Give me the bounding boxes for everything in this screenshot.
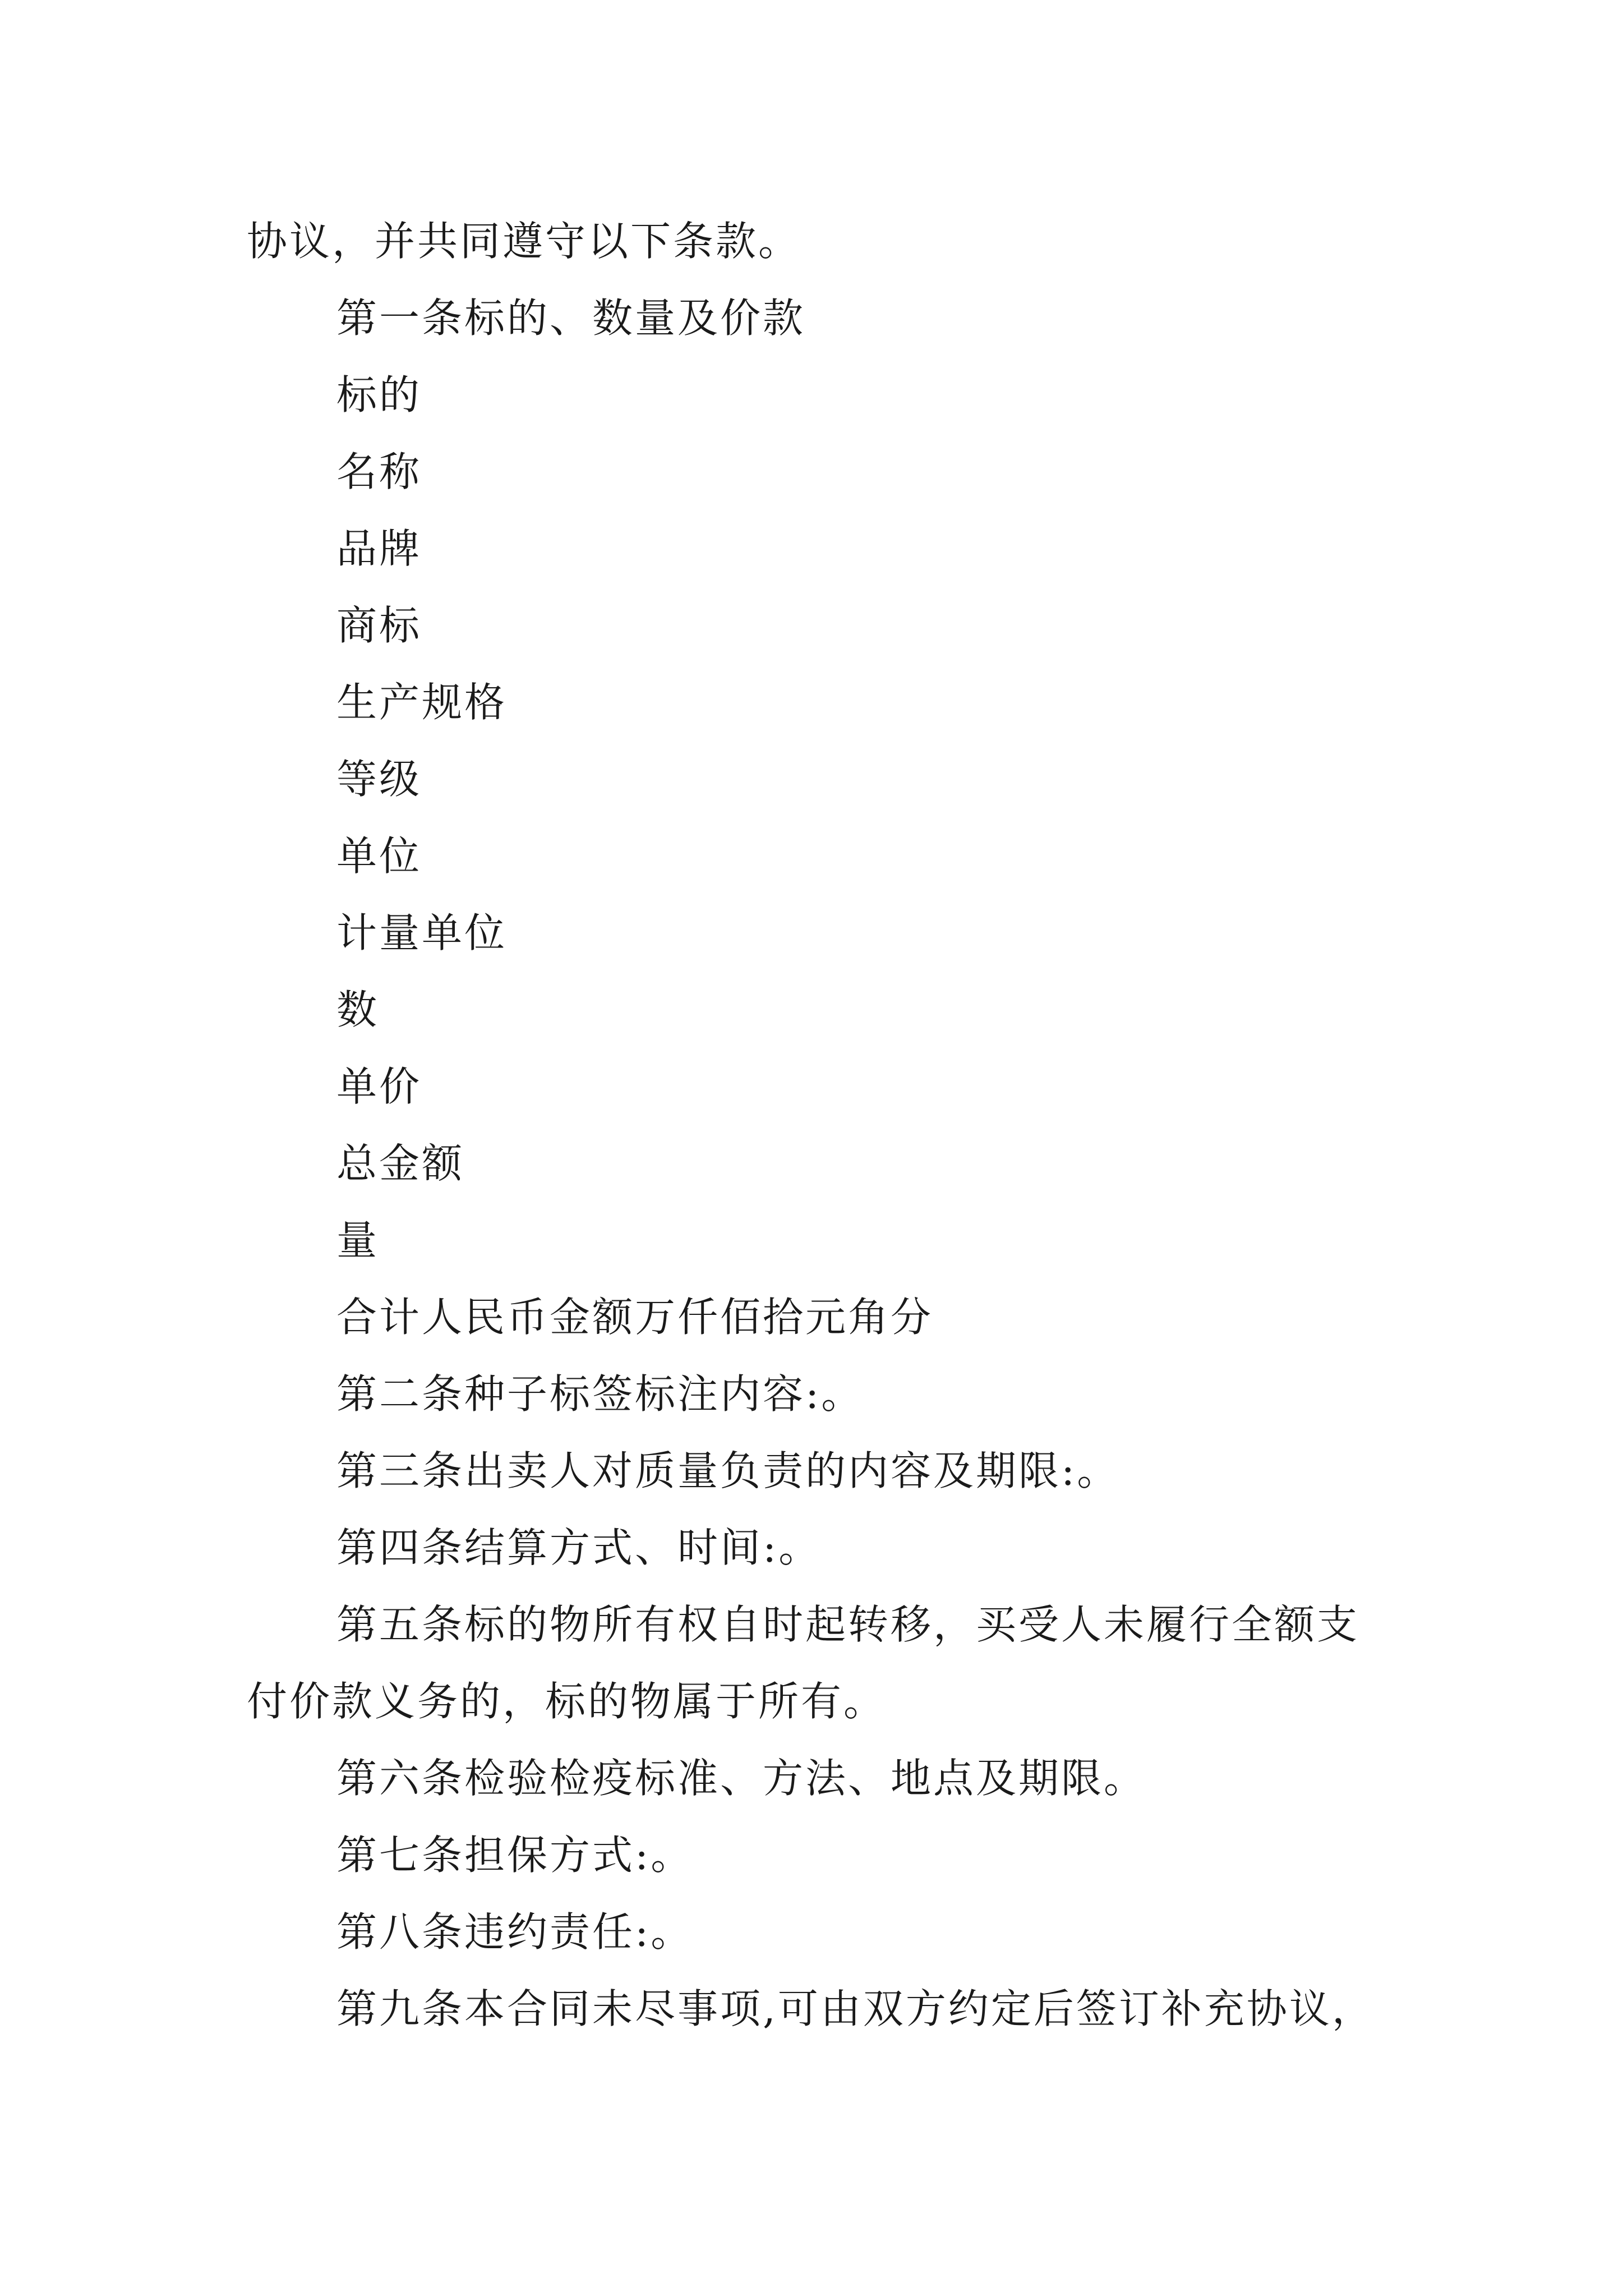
text-line: 量 bbox=[336, 1217, 380, 1264]
text-line: 第四条结算方式、时间:。 bbox=[336, 1524, 822, 1571]
text-line: 生产规格 bbox=[336, 679, 508, 726]
text-line: 品牌 bbox=[336, 525, 422, 572]
text-line: 第八条违约责任:。 bbox=[336, 1908, 694, 1955]
text-line: 单位 bbox=[336, 832, 422, 880]
text-line: 合计人民币金额万仟佰拾元角分 bbox=[336, 1294, 934, 1341]
text-line: 第六条检验检疫标准、方法、地点及期限。 bbox=[336, 1755, 1147, 1802]
text-line: 数 bbox=[336, 986, 380, 1033]
text-line: 商标 bbox=[336, 602, 422, 649]
text-line: 等级 bbox=[336, 756, 422, 803]
text-line: 计量单位 bbox=[336, 909, 508, 956]
text-line: 协议，并共同遵守以下条款。 bbox=[247, 218, 801, 265]
text-line: 单价 bbox=[336, 1063, 422, 1110]
text-line: 第九条本合同未尽事项,可由双方约定后签订补充协议， bbox=[336, 1985, 1375, 2032]
text-line: 第二条种子标签标注内容:。 bbox=[336, 1370, 864, 1418]
text-line: 第五条标的物所有权自时起转移，买受人未履行全额支 bbox=[336, 1601, 1360, 1648]
text-line: 标的 bbox=[336, 371, 422, 418]
text-line: 第一条标的、数量及价款 bbox=[336, 295, 806, 342]
text-line: 付价款义务的，标的物属于所有。 bbox=[247, 1678, 887, 1725]
text-line: 第三条出卖人对质量负责的内容及期限:。 bbox=[336, 1447, 1120, 1494]
text-line: 总金额 bbox=[336, 1140, 465, 1187]
document-body bbox=[247, 203, 1391, 2047]
text-line: 名称 bbox=[336, 448, 422, 495]
text-line: 第七条担保方式:。 bbox=[336, 1832, 694, 1879]
